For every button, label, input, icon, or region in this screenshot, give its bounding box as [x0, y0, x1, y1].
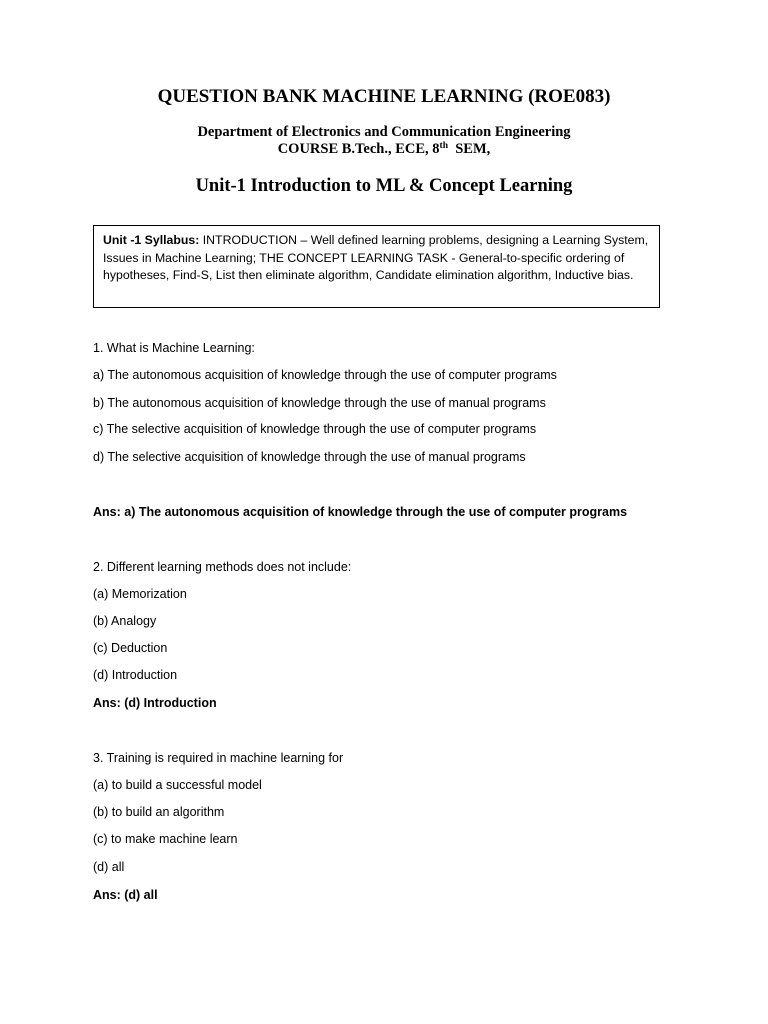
course-line: [0, 141, 768, 158]
question-1-option-c: c) The selective acquisition of knowledge through the use of computer programs: [93, 422, 537, 436]
course-prefix: COURSE B.Tech., ECE, 8: [277, 141, 440, 157]
question-3-option-a: (a) to build a successful model: [93, 778, 262, 792]
question-2: 2. Different learning methods does not include:: [93, 560, 352, 574]
question-2-answer: Ans: (d) Introduction: [93, 696, 217, 710]
syllabus-label: Unit -1 Syllabus:: [103, 233, 200, 247]
question-3: 3. Training is required in machine learning for: [93, 751, 344, 765]
question-1: 1. What is Machine Learning:: [93, 341, 255, 355]
question-2-option-b: (b) Analogy: [93, 614, 157, 628]
question-3-option-d: (d) all: [93, 860, 125, 874]
question-1-option-b: b) The autonomous acquisition of knowledge through the use of manual programs: [93, 396, 546, 410]
syllabus-box: [93, 225, 660, 308]
question-2-option-d: (d) Introduction: [93, 668, 178, 682]
course-suffix: SEM,: [447, 141, 491, 157]
question-1-answer: Ans: a) The autonomous acquisition of knowledge through the use of computer programs: [93, 505, 628, 519]
syllabus-text: INTRODUCTION – Well defined learning problems, designing a Learning System, Issues in Machine Learning; THE CONCEPT LEARNING TASK - General-to-specific ordering of hypotheses, Find-S, List then eliminate algorithm, Candidate elimination algorithm, Inductive bias.: [103, 233, 649, 283]
course-superscript: th: [439, 141, 448, 151]
department-line: Department of Electronics and Communication Engineering: [197, 124, 571, 140]
unit-heading: Unit-1 Introduction to ML & Concept Learning: [195, 176, 573, 196]
question-3-answer: Ans: (d) all: [93, 888, 158, 902]
question-1-option-d: d) The selective acquisition of knowledge through the use of manual programs: [93, 450, 526, 464]
question-2-option-a: (a) Memorization: [93, 587, 187, 601]
question-1-option-a: a) The autonomous acquisition of knowledge through the use of computer programs: [93, 368, 557, 382]
question-2-option-c: (c) Deduction: [93, 641, 168, 655]
document-title: QUESTION BANK MACHINE LEARNING (ROE083): [157, 86, 611, 107]
question-3-option-b: (b) to build an algorithm: [93, 805, 225, 819]
question-3-option-c: (c) to make machine learn: [93, 832, 238, 846]
